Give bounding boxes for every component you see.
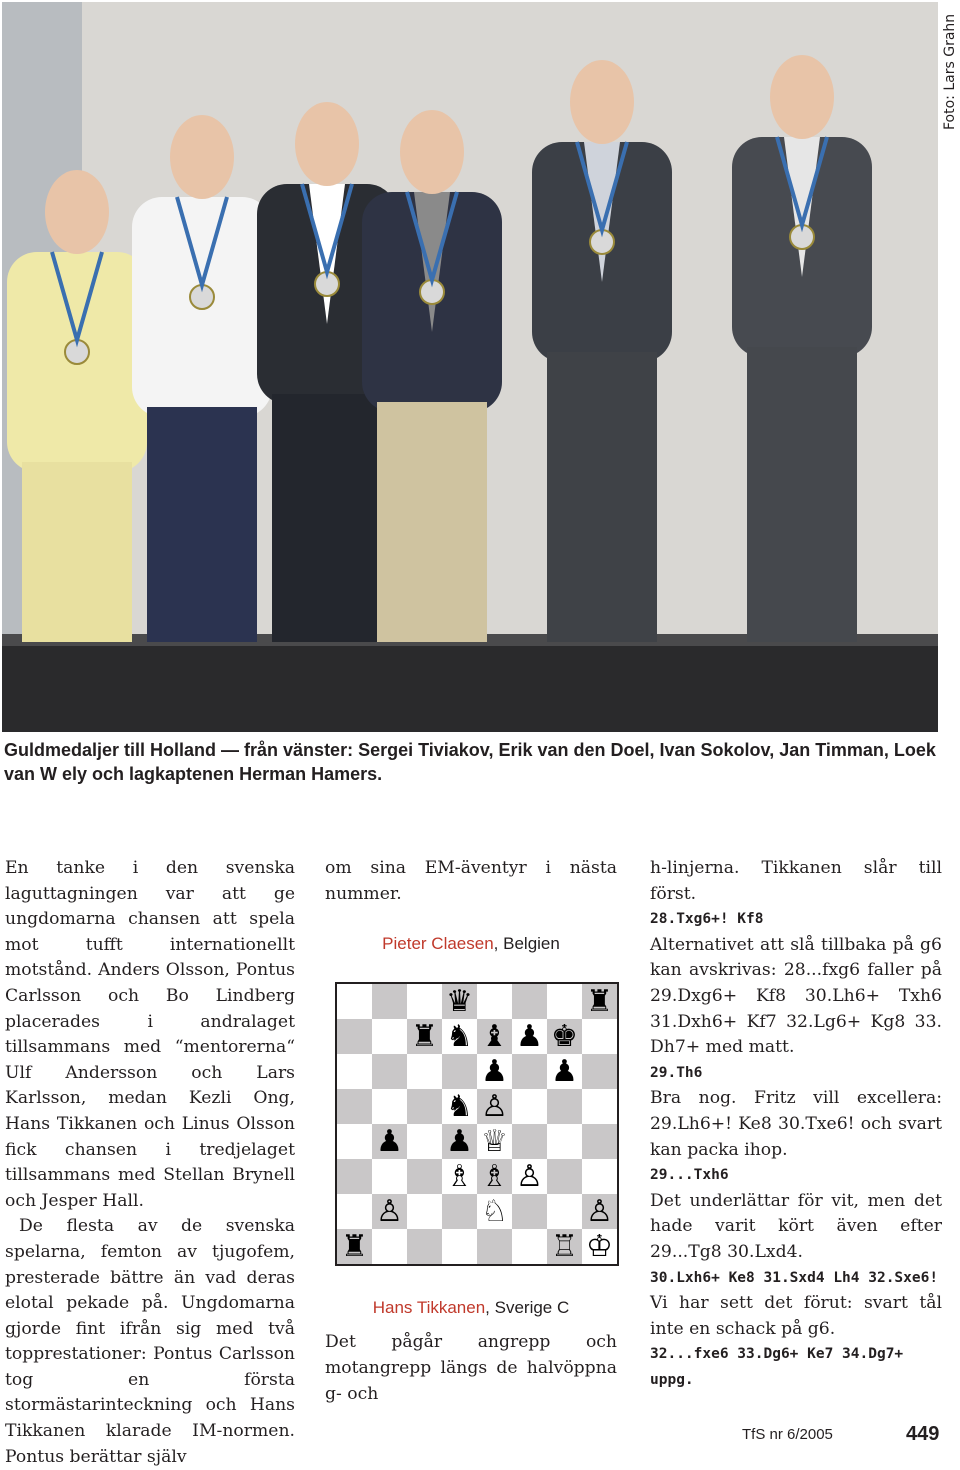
board-square	[547, 1089, 582, 1124]
board-square	[337, 1124, 372, 1159]
board-square	[442, 1194, 477, 1229]
column-1	[5, 856, 295, 1470]
paragraph: De flesta av de svenska spelarna, femton av tjugofem, presterade bättre än vad deras elotal pekade på. Ungdomarna gjorde fint ifrån sig med två topprestationer: Pontus Carlsson tog en första stormästarinteckning och Hans Tikkanen klarade IM-normen. Pontus berättar själv	[5, 1216, 295, 1467]
black-rook-icon: ♜	[407, 1019, 442, 1054]
board-square	[407, 1194, 442, 1229]
board-square	[337, 1054, 372, 1089]
paragraph: Det underlättar för vit, men det hade varit kört även efter 29...Tg8 30.Lxd4.	[650, 1190, 942, 1262]
photo-credit: Foto: Lars Grahn	[942, 13, 958, 130]
black-pawn-icon: ♟	[551, 1054, 578, 1089]
column-3	[650, 856, 942, 1393]
person-legs	[147, 407, 257, 642]
person-legs	[547, 352, 657, 642]
board-square	[337, 1089, 372, 1124]
white-pawn-icon: ♙	[372, 1194, 407, 1229]
board-square	[547, 984, 582, 1019]
paragraph: En tanke i den svenska laguttagningen var att ge ungdomarna chansen att spela mot tufft internationellt motstånd. Anders Olsson, Pontus Carlsson och Bo Lindberg placerades i andralaget tillsammans med “mentorerna“ Ulf Andersson och Lars Karlsson, medan Kezli Ong, Hans Tikkanen och Linus Olsson fick chansen i tredjelaget tillsammans med Stellan Brynell och Jesper Hall.	[5, 858, 295, 1211]
board-square	[477, 984, 512, 1019]
team-photo	[2, 2, 938, 732]
black-queen-icon: ♛	[442, 984, 477, 1019]
black-rook-icon: ♜	[582, 984, 617, 1019]
person-head	[45, 170, 109, 254]
board-square	[372, 1054, 407, 1089]
page-number: 449	[906, 1423, 940, 1445]
white-knight-icon: ♘	[481, 1194, 508, 1229]
paragraph: Vi har sett det förut: svart tål inte en schack på g6.	[650, 1293, 942, 1339]
board-square	[372, 1229, 407, 1264]
board-square	[442, 1229, 477, 1264]
black-bishop-icon: ♝	[477, 1019, 512, 1054]
black-player-name: Pieter Claesen	[382, 934, 494, 954]
white-pawn-icon: ♙	[582, 1194, 617, 1229]
board-square	[372, 1019, 407, 1054]
black-knight-icon: ♞	[446, 1019, 473, 1054]
person-head	[295, 102, 359, 186]
board-square	[512, 1089, 547, 1124]
paragraph: Det pågår angrepp och motangrepp längs de halvöppna g- och	[325, 1332, 617, 1404]
board-square	[372, 984, 407, 1019]
black-rook-icon: ♜	[337, 1229, 372, 1264]
board-square	[547, 1159, 582, 1194]
black-king-icon: ♚	[547, 1019, 582, 1054]
black-pawn-icon: ♟	[442, 1124, 477, 1159]
board-square	[337, 1019, 372, 1054]
board-square	[372, 1089, 407, 1124]
black-pawn-icon: ♟	[372, 1124, 407, 1159]
board-square	[407, 1124, 442, 1159]
person-legs	[272, 394, 382, 642]
board-square	[512, 1229, 547, 1264]
black-player-label	[325, 931, 617, 957]
board-square	[337, 1194, 372, 1229]
board-square	[442, 1054, 477, 1089]
board-square	[582, 1089, 617, 1124]
person-head	[400, 110, 464, 194]
white-pawn-icon: ♙	[516, 1159, 543, 1194]
board-square	[407, 1089, 442, 1124]
board-square	[582, 1054, 617, 1089]
black-pawn-icon: ♟	[516, 1019, 543, 1054]
move-text: 29...Txh6	[650, 1167, 729, 1184]
board-square	[407, 1159, 442, 1194]
white-rook-icon: ♖	[547, 1229, 582, 1264]
paragraph: h-linjerna. Tikkanen slår till först.	[650, 858, 942, 904]
photo-caption: Guldmedaljer till Holland — från vänster: Sergei Tiviakov, Erik van den Doel, Ivan Sokolov, Jan Timman, Loek van W ely och lagkaptenen Herman Hamers.	[4, 740, 936, 784]
person-legs	[747, 347, 857, 642]
board-square	[477, 1229, 512, 1264]
white-bishop-icon: ♗	[477, 1159, 512, 1194]
white-pawn-icon: ♙	[477, 1089, 512, 1124]
board-square	[337, 984, 372, 1019]
paragraph: Alternativet att slå tillbaka på g6 kan avskrivas: 28...fxg6 faller på 29.Dxg6+ Kf8 30.Lh6+ Txh6 31.Dxh6+ Kf7 32.Lg6+ Kg8 33. Dh7+ med matt.	[650, 934, 942, 1058]
issue-label: TfS nr 6/2005	[742, 1426, 833, 1443]
board-square	[547, 1124, 582, 1159]
white-king-icon: ♔	[586, 1229, 613, 1264]
board-square	[582, 1019, 617, 1054]
board-square	[512, 1194, 547, 1229]
move-text: 29.Th6	[650, 1064, 703, 1081]
board-square	[407, 1054, 442, 1089]
white-player-country: , Sverige C	[485, 1297, 570, 1317]
board-square	[512, 1124, 547, 1159]
person-legs	[377, 402, 487, 642]
board-square	[547, 1194, 582, 1229]
white-player-label	[325, 1295, 617, 1321]
person-legs	[22, 462, 132, 642]
black-player-country: , Belgien	[493, 934, 560, 954]
white-player-name: Hans Tikkanen	[372, 1297, 486, 1317]
paragraph: Bra nog. Fritz vill excellera: 29.Lh6+! Ke8 30.Txe6! och svart kan packa ihop.	[650, 1088, 942, 1160]
board-square	[512, 1054, 547, 1089]
board-square	[582, 1124, 617, 1159]
move-text: 30.Lxh6+ Ke8 31.Sxd4 Lh4 32.Sxe6!	[650, 1269, 939, 1286]
white-queen-icon: ♕	[481, 1124, 508, 1159]
move-text: 32...fxe6 33.Dg6+ Ke7 34.Dg7+ uppg.	[650, 1346, 904, 1388]
black-pawn-icon: ♟	[481, 1054, 508, 1089]
board-square	[337, 1159, 372, 1194]
person-head	[570, 60, 634, 144]
board-square	[372, 1159, 407, 1194]
person-head	[170, 115, 234, 199]
person-head	[770, 55, 834, 139]
move-text: 28.Txg6+! Kf8	[650, 911, 764, 928]
paragraph: om sina EM-äventyr i nästa nummer.	[325, 858, 617, 904]
board-square	[407, 1229, 442, 1264]
chess-diagram	[335, 982, 619, 1266]
board-square	[512, 984, 547, 1019]
black-knight-icon: ♞	[446, 1089, 473, 1124]
white-bishop-icon: ♗	[446, 1159, 473, 1194]
board-square	[407, 984, 442, 1019]
board-square	[582, 1159, 617, 1194]
